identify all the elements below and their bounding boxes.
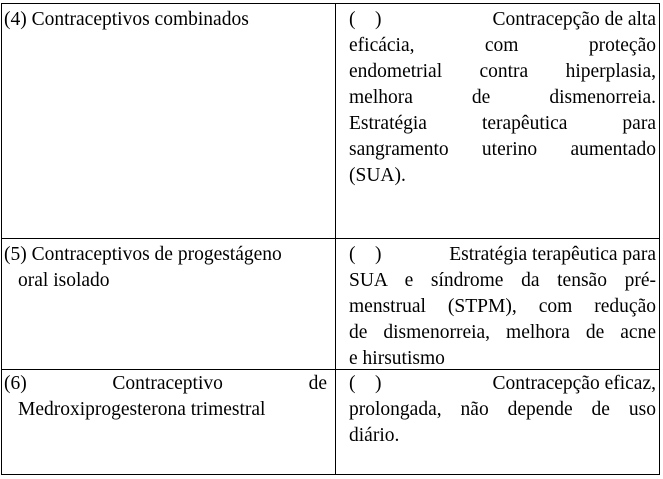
description-line: endometrial contra hiperplasia,	[349, 61, 656, 82]
row-5-description-cell	[337, 242, 660, 372]
row-4-description-cell	[337, 7, 660, 189]
description-line: (SUA).	[349, 165, 406, 186]
description-line: sangramento uterino aumentado	[349, 139, 656, 160]
matching-table	[1, 3, 660, 475]
answer-blank-4[interactable]: ( )	[349, 9, 382, 30]
row-divider	[2, 238, 659, 239]
description-line: Estratégia terapêutica para	[349, 113, 656, 134]
description-line: Contracepção eficaz,	[492, 373, 656, 394]
answer-blank-6[interactable]: ( )	[349, 373, 382, 394]
description-line: SUA e síndrome da tensão pré-	[349, 270, 656, 291]
row-6-label-cell	[2, 371, 335, 423]
description-line: de dismenorreia, melhora de acne	[349, 322, 656, 343]
column-divider	[335, 4, 336, 474]
description-line: Contracepção de alta	[492, 9, 656, 30]
description-line: eficácia, com proteção	[349, 35, 656, 56]
answer-blank-5[interactable]: ( )	[349, 244, 382, 265]
row-5-label: (5) Contraceptivos de progestágeno	[4, 244, 282, 265]
row-5-label-cont: oral isolado	[18, 270, 110, 291]
row-5-label-cell	[2, 242, 335, 294]
description-line: Estratégia terapêutica para	[449, 244, 656, 265]
row-6-label-cont: Medroxiprogesterona trimestral	[18, 399, 266, 420]
description-line: e hirsutismo	[349, 348, 445, 369]
description-line: prolongada, não depende de uso	[349, 399, 656, 420]
row-4-label: (4) Contraceptivos combinados	[4, 9, 249, 30]
description-line: melhora de dismenorreia.	[349, 87, 656, 108]
row-6-label: (6) Contraceptivo de	[4, 373, 327, 394]
description-line: menstrual (STPM), com redução	[349, 296, 656, 317]
row-6-description-cell	[337, 371, 660, 449]
row-4-label-cell	[2, 7, 335, 33]
description-line: diário.	[349, 425, 400, 446]
